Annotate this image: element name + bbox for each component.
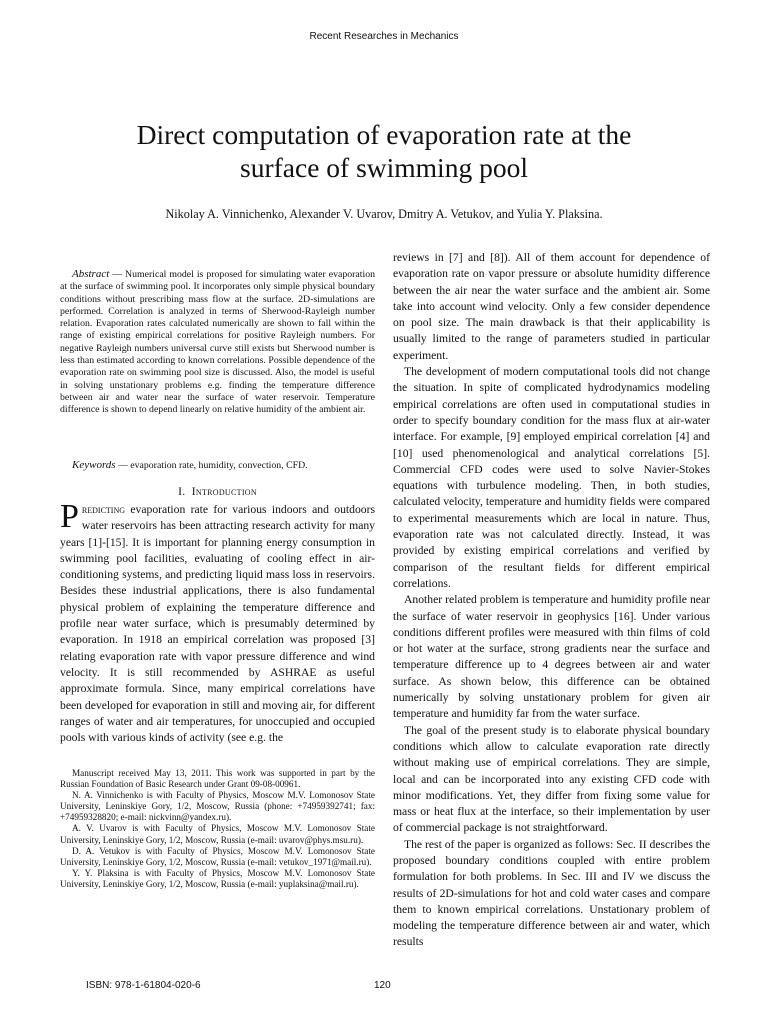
body-paragraph: Another related problem is temperature and humidity profile near the surface of water reservoir in geophysics [16]. Under various conditions different profiles were measured with thin films of cold or hot water at the surface, strong gradients near the surface and temperature difference up to 4 degrees between air and water surface. As shown below, this difference can be obtained numerically by solving unstationary problem for given air temperature and humidity far from the water surface. <box>393 593 710 721</box>
footnote-author-4: Y. Y. Plaksina is with Faculty of Physics, Moscow M.V. Lomonosov State University, Leninskiye Gory, 1/2, Moscow, Russia (e-mail: yuplaksina@mail.ru). <box>60 867 375 889</box>
footnotes <box>60 768 375 890</box>
body-paragraph: The rest of the paper is organized as follows: Sec. II describes the proposed boundary conditions coupled with entire problem formulation for both problems. In Sec. III and IV we discuss the results of 2D-simulations for hot and cold water cases and compare them to known empirical correlations. Unstationary problem of modeling the temperature difference between air and water, which results <box>393 837 710 949</box>
footer-isbn: ISBN: 978-1-61804-020-6 <box>86 980 201 991</box>
paper-title <box>60 118 708 184</box>
keywords-text: — evaporation rate, humidity, convection, CFD. <box>115 460 308 471</box>
introduction-paragraph <box>60 498 375 746</box>
keywords-label: Keywords <box>72 459 116 471</box>
footnote-author-2: A. V. Uvarov is with Faculty of Physics, Moscow M.V. Lomonosov State University, Leninskiye Gory, 1/2, Moscow, Russia (e-mail: uvarov@phys.msu.ru). <box>60 823 375 845</box>
section-number: I. <box>178 486 186 498</box>
abstract <box>60 268 375 417</box>
body-paragraph: The goal of the present study is to elaborate physical boundary conditions which allow to calculate evaporation rate directly without making use of empirical correlations. They are simple, local and can be incorporated into any existing CFD code with minor modifications. Yet, they differ from fixing some value for mass or heat flux at the interface, so their implementation by user of commercial package is not straightforward. <box>393 723 710 835</box>
intro-text: evaporation rate for various indoors and outdoors water reservoirs has been attracting research activity for many years [1]-[15]. It is important for planning energy consumption in swimming pool facilities, evaluating of cooling effect in air-conditioning systems, and predicting liquid mass loss in reservoirs. Besides these industrial applications, there is also fundamental physical problem of explaining the temperature difference and profile near water surface, which is presumably determined by evaporation. In 1918 an empirical correlation was proposed [3] relating evaporation rate with vapor pressure difference and wind velocity. It is still recommended by ASHRAE as useful approximate formula. Since, many empirical correlations have been developed for evaporation in still and moving air, for different ranges of water and air temperatures, for unoccupied and occupied pools with various kinds of activity (see e.g. the <box>60 503 375 745</box>
section-title: Introduction <box>191 486 257 498</box>
running-head: Recent Researches in Mechanics <box>309 31 459 42</box>
right-column <box>393 250 710 951</box>
author-list: Nikolay A. Vinnichenko, Alexander V. Uvarov, Dmitry A. Vetukov, and Yulia Y. Plaksina. <box>165 207 603 221</box>
footnote-author-1: N. A. Vinnichenko is with Faculty of Physics, Moscow M.V. Lomonosov State University, Leninskiye Gory, 1/2, Moscow, Russia (phone: +74959392741; fax: +74959328820; e-mail: nickvinn@yandex.ru). <box>60 790 375 823</box>
body-paragraph: The development of modern computational tools did not change the situation. In spite of complicated hydrodynamics modeling empirical correlations are often used in computational studies in order to specify boundary condition for the mass flux at air-water interface. For example, [9] employed empirical correlation [4] and [10] used phenomenological and analytical correlations [5]. Commercial CFD codes were used to solve Navier-Stokes equations with turbulence modeling. Then, in both studies, calculated velocity, temperature and humidity fields were compared to experimental measurements which are local in nature. Thus, evaporation rate was not calculated directly. Instead, it was provided by existing empirical correlations and verified by comparison of the resultant fields for different empirical correlations. <box>393 365 710 590</box>
keywords <box>60 459 375 472</box>
body-paragraph: reviews in [7] and [8]). All of them account for dependence of evaporation rate on vapor pressure or absolute humidity difference between the air near the water surface and the ambient air. Some take into account wind velocity. Only a few consider dependence on pool size. The main drawback is that their applicability is usually limited to the range of parameters studied in particular experiment. <box>393 251 710 362</box>
title-line-1: Direct computation of evaporation rate at the <box>136 119 632 150</box>
footnote-author-3: D. A. Vetukov is with Faculty of Physics, Moscow M.V. Lomonosov State University, Leninskiye Gory, 1/2, Moscow, Russia (e-mail: vetukov_1971@mail.ru). <box>60 845 375 867</box>
page-number: 120 <box>374 980 391 991</box>
section-heading-introduction <box>60 486 375 498</box>
drop-cap: P <box>60 498 79 535</box>
abstract-label: Abstract <box>72 268 110 280</box>
abstract-text: — Numerical model is proposed for simulating water evaporation at the surface of swimming pool. It incorporates only simple physical boundary conditions without prescribing mass flow at the surface. 2D-simulations are performed. Correlation is analyzed in terms of Sherwood-Rayleigh number relation. Evaporation rates calculated numerically are shown to fall within the range of existing empirical correlations for positive Rayleigh numbers. For negative Rayleigh numbers universal curve still exists but Sherwood number is less than estimated according to known correlations. Possible dependence of the evaporation rate on swimming pool size is discussed. Also, the model is useful in solving unstationary problems e.g. finding the temperature difference between air and water near the surface of water reservoir. Temperature difference is shown to depend linearly on relative humidity of the ambient air. <box>60 269 375 416</box>
footnote-manuscript: Manuscript received May 13, 2011. This work was supported in part by the Russian Foundation of Basic Research under Grant 09-08-00961. <box>60 768 375 790</box>
intro-lead-word: redicting <box>81 503 126 516</box>
title-line-2: surface of swimming pool <box>240 152 528 183</box>
